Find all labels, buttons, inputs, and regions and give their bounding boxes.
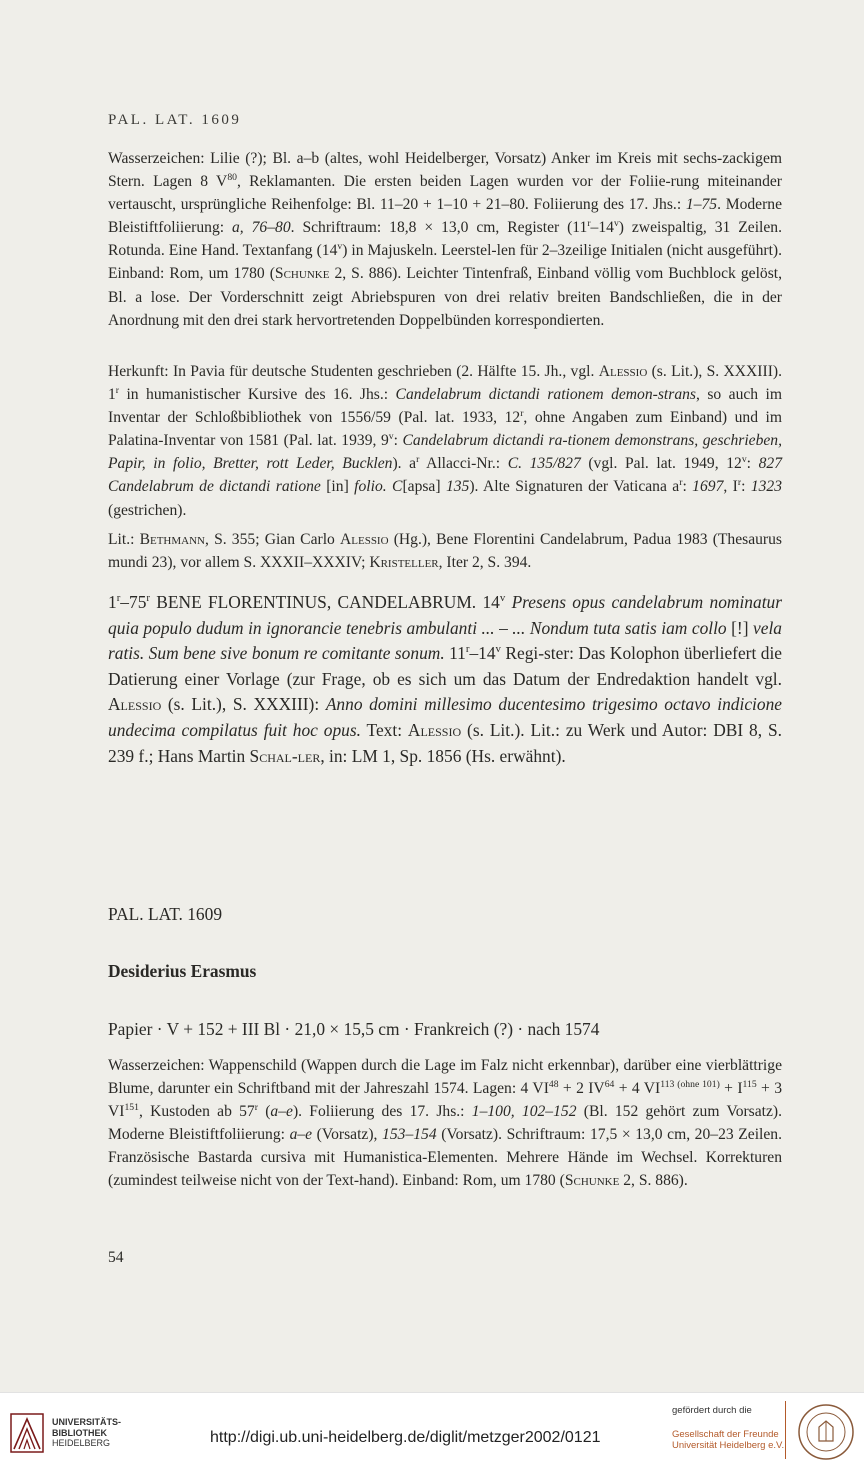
library-name: UNIVERSITÄTS- BIBLIOTHEK HEIDELBERG <box>52 1417 122 1448</box>
provenance-paragraph: Herkunft: In Pavia für deutsche Studenten geschrieben (2. Hälfte 15. Jh., vgl. Alessio (s. Lit.), S. XXXIII). 1$^r$ in humanistischer Kursive des 16. Jhs.: Candelabrum dictandi rationem demon-strans, so auch im Inventar der Schloßbibliothek von 1556/59 (Pal. lat. 1933, 12$^r$, ohne Angaben zum Einband) und im Palatina-Inventar von 1581 (Pal. lat. 1939, 9$^v$: Candelabrum dictandi ra-tionem demonstrans, geschrieben, Papir, in folio, Bretter, rott Leder, Bucklen). $a^r$ Allacci-Nr.: C. 135/827 (vgl. Pal. lat. 1949, 12$^v$: 827 Candelabrum de dictandi ratione [in] folio. C[apsa] 135). Alte Signaturen der Vaticana $a^r$: 1697, $I^r$: 1323 (gestrichen). <box>108 363 783 519</box>
page-number: 54 <box>108 1249 124 1266</box>
author-heading: Desiderius Erasmus <box>108 961 257 981</box>
description-paragraph: Wasserzeichen: Wappenschild (Wappen durch die Lage im Falz nicht erkennbar), darüber eine vierblättrige Blume, darunter ein Schriftband mit der Jahreszahl 1574. Lagen: 4 $VI^{48} + 2$ $IV^{64} + 4$ $VI^{113 (ohne 101)} + I^{115} + 3$ VI$^{151}$, Kustoden ab 57$^r$ (a–e). Foliierung des 17. Jhs.: 1–100, 102–152 (Bl. 152 gehört zum Vorsatz). Moderne Bleistiftfoliierung: a–e (Vorsatz), 153–154 (Vorsatz). Schriftraum: 17,5 × 13,0 cm, 20–23 Zeilen. Französische Bastarda cursiva mit Humanistica-Elementen. Mehrere Hände im Wechsel. Korrekturen (zumindest teilweise nicht von der Text-hand). Einband: Rom, um 1780 (Schunke 2, S. 886). <box>108 1057 783 1190</box>
viewer-footer <box>0 1392 864 1467</box>
codex-summary: Papier · V + 152 + III Bl · 21,0 × 15,5 cm · Frankreich (?) · nach 1574 <box>108 1019 600 1039</box>
sponsor-name: Gesellschaft der Freunde Universität Heidelberg e.V. <box>672 1429 785 1451</box>
literature-paragraph: Lit.: Bethmann, S. 355; Gian Carlo Alessio (Hg.), Bene Florentini Candelabrum, Padua 1983 (Thesaurus mundi 23), vor allem S. XXXII–XXXIV; Kristeller, Iter 2, S. 394. <box>108 531 782 572</box>
running-head: PAL. LAT. 1609 <box>108 112 242 128</box>
university-library-logo-icon <box>10 1413 44 1453</box>
watermark-paragraph: Wasserzeichen: Lilie (?); Bl. a–b (altes, wohl Heidelberger, Vorsatz) Anker im Kreis mit sechs-zackigem Stern. Lagen 8 $V^{80}$, Reklamanten. Die ersten beiden Lagen wurden vor der Foliie-rung miteinander vertauscht, ursprüngliche Reihenfolge: Bl. 11–20 + 1–10 + 21–80. Foliierung des 17. Jhs.: 1–75. Moderne Bleistiftfoliierung: a, 76–80. Schriftraum: 18,8 × 13,0 cm, Register (11$^r$–14$^v$) zweispaltig, 31 Zeilen. Rotunda. Eine Hand. Textanfang (14$^v$) in Majuskeln. Leerstel-len für 2–3zeilige Initialen (nicht ausgeführt). Einband: Rom, um 1780 (Schunke 2, S. 886). Leichter Tintenfraß, Einband völlig vom Buchblock gelöst, Bl. a lose. Der Vorderschnitt zeigt Abriebspuren von drei relativ breiten Bandschließen, die in der Anordnung mit den drei stark hervortretenden Doppelbünden korrespondierten. <box>108 150 782 329</box>
sponsor-divider <box>785 1401 786 1459</box>
permalink-url[interactable]: http://digi.ub.uni-heidelberg.de/diglit/metzger2002/0121 <box>210 1429 601 1446</box>
university-seal-icon <box>797 1403 855 1461</box>
sponsor-label: gefördert durch die <box>672 1405 752 1416</box>
contents-paragraph: 1$^r$–75$^r$ BENE FLORENTINUS, CANDELABRUM. 14$^v$ Presens opus candelabrum nominatur quia populo dudum in ignorancie tenebris ambulanti ... – ... Nondum tuta satis iam collo [!] vela ratis. Sum bene sive bonum re comitante sonum. 11$^r$–14$^v$ Regi-ster: Das Kolophon überliefert die Datierung einer Vorlage (zur Frage, ob es sich um das Datum der Endredaktion handelt vgl. Alessio (s. Lit.), S. XXXIII): Anno domini millesimo ducentesimo trigesimo octavo indicione undecima compilatus fuit hoc opus. Text: Alessio (s. Lit.). Lit.: zu Werk und Autor: DBI 8, S. 239 f.; Hans Martin Schal-ler, in: LM 1, Sp. 1856 (Hs. erwähnt). <box>108 592 782 766</box>
section-heading: PAL. LAT. 1609 <box>108 904 223 924</box>
